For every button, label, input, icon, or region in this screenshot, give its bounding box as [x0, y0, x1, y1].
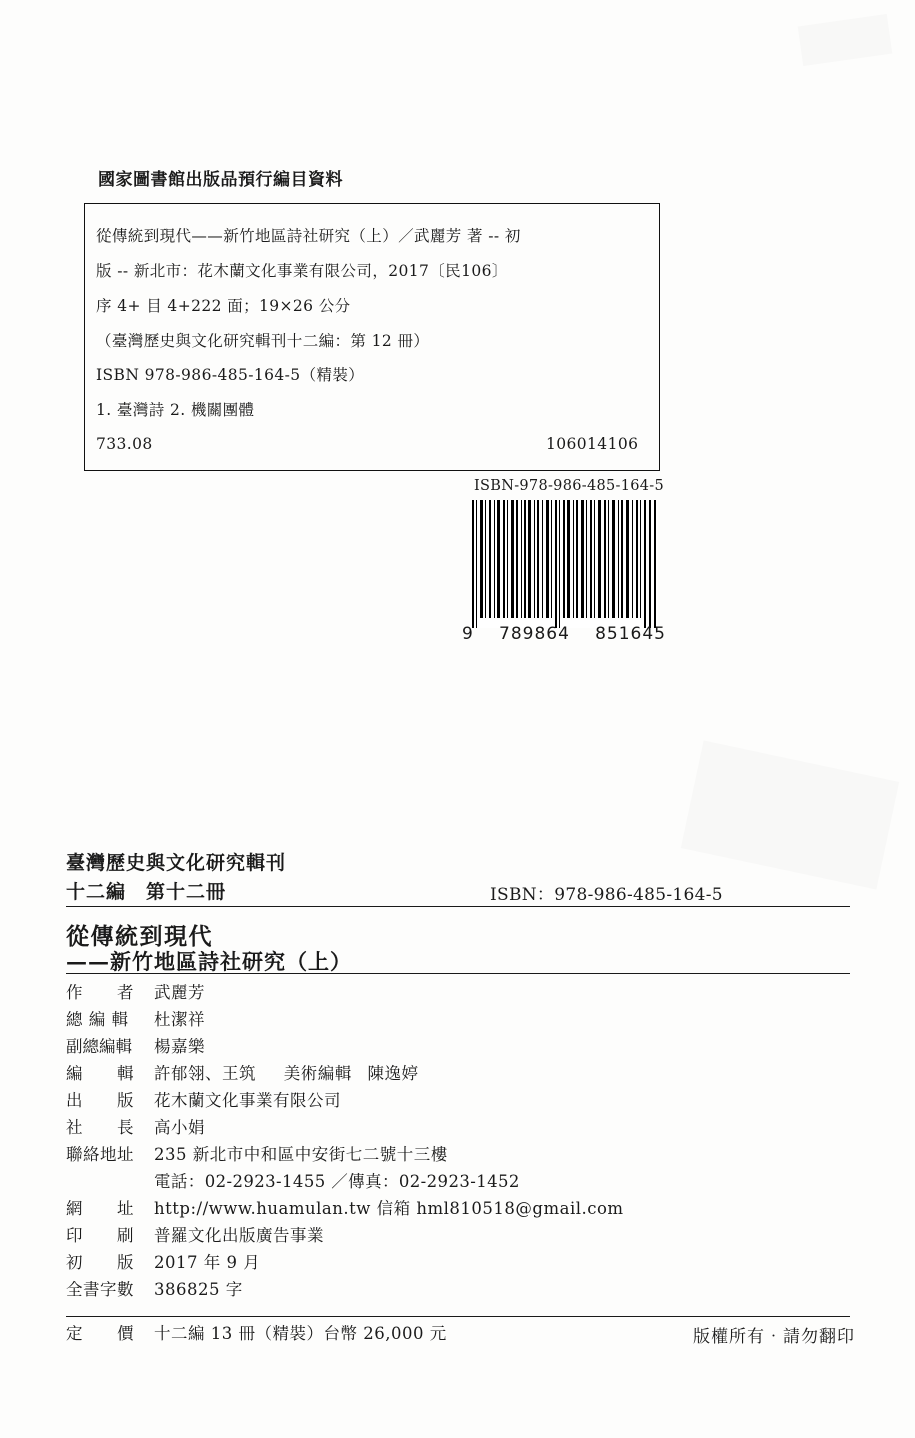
info-value-website[interactable]: http://www.huamulan.tw 信箱 hml810518@gmail.com [154, 1199, 624, 1218]
book-subtitle: ——新竹地區詩社研究（上） [66, 949, 352, 974]
series-volume: 十二編 第十二冊 [66, 881, 227, 903]
info-label-printing: 印 刷 [66, 1226, 134, 1245]
info-label-price: 定 價 [66, 1324, 134, 1343]
divider-top [66, 906, 850, 907]
copyright-note: 版權所有‧請勿翻印 [693, 1327, 855, 1347]
info-row-editor-in-chief [66, 1006, 856, 1033]
info-row-editors [66, 1060, 856, 1087]
cip-line-4: （臺灣歷史與文化研究輯刊十二編：第 12 冊） [96, 332, 430, 350]
book-title: 從傳統到現代 [66, 923, 213, 950]
info-label-address: 聯絡地址 [66, 1145, 134, 1164]
info-label-wordcount: 全書字數 [66, 1280, 134, 1299]
info-row-publisher [66, 1087, 856, 1114]
publication-info-list [66, 979, 856, 1303]
info-row-wordcount [66, 1276, 856, 1303]
info-row-address [66, 1141, 856, 1168]
cip-line-5: ISBN 978-986-485-164-5（精裝） [96, 366, 365, 384]
paper-smudge [681, 740, 899, 889]
info-row-price [66, 1320, 447, 1344]
info-value-art-editor: 陳逸婷 [367, 1064, 419, 1083]
cip-line-2: 版 -- 新北市：花木蘭文化事業有限公司，2017〔民106〕 [96, 262, 508, 280]
divider-middle [66, 973, 850, 974]
series-isbn: ISBN：978-986-485-164-5 [490, 885, 723, 905]
barcode-digits [462, 624, 666, 644]
info-row-deputy-editor [66, 1033, 856, 1060]
info-row-website [66, 1195, 856, 1222]
info-value-edition: 2017 年 9 月 [154, 1253, 261, 1272]
info-label-website: 網 址 [66, 1199, 134, 1218]
info-value-price: 十二編 13 冊（精裝）台幣 26,000 元 [154, 1324, 447, 1343]
info-label-edition: 初 版 [66, 1253, 134, 1272]
info-label-editor-in-chief: 總 編 輯 [66, 1010, 129, 1029]
barcode-digit-group-1: 9 [462, 624, 474, 644]
info-value-publisher: 花木蘭文化事業有限公司 [154, 1091, 341, 1110]
info-label-author: 作 者 [66, 983, 134, 1002]
series-title: 臺灣歷史與文化研究輯刊 [66, 852, 287, 874]
cip-line-6: 1. 臺灣詩 2. 機關團體 [96, 401, 255, 419]
info-value-phone-fax: 電話：02-2923-1455 ／傳真：02-2923-1452 [154, 1172, 520, 1191]
info-label-art-editor: 美術編輯 [283, 1064, 352, 1083]
info-value-author: 武麗芳 [154, 983, 205, 1002]
barcode-isbn-label: ISBN-978-986-485-164-5 [474, 478, 665, 494]
info-value-editor-in-chief: 杜潔祥 [154, 1010, 205, 1029]
info-label-president: 社 長 [66, 1118, 134, 1137]
info-value-president: 高小娟 [154, 1118, 205, 1137]
divider-bottom [66, 1316, 850, 1317]
barcode-digit-group-3: 851645 [595, 624, 666, 644]
info-value-wordcount: 386825 字 [154, 1280, 243, 1299]
info-row-president [66, 1114, 856, 1141]
info-value-address: 235 新北市中和區中安街七二號十三樓 [154, 1145, 448, 1164]
info-value-printing: 普羅文化出版廣告事業 [154, 1226, 324, 1245]
paper-smudge [798, 14, 893, 66]
info-label-publisher: 出 版 [66, 1091, 134, 1110]
barcode-digit-group-2: 789864 [499, 624, 570, 644]
info-row-printing [66, 1222, 856, 1249]
info-row-author [66, 979, 856, 1006]
cip-catalog-number: 106014106 [546, 435, 639, 453]
cip-classification-number: 733.08 [96, 435, 153, 453]
info-value-deputy-editor: 楊嘉樂 [154, 1037, 205, 1056]
isbn-barcode [470, 500, 658, 628]
info-label-editors: 編 輯 [66, 1064, 134, 1083]
cip-heading: 國家圖書館出版品預行編目資料 [98, 170, 343, 190]
info-value-editors: 許郁翎、王筑 [154, 1064, 256, 1083]
cip-line-1: 從傳統到現代——新竹地區詩社研究（上）／武麗芳 著 -- 初 [96, 227, 521, 245]
info-row-edition [66, 1249, 856, 1276]
info-label-deputy-editor: 副總編輯 [66, 1037, 132, 1056]
cip-line-3: 序 4+ 目 4+222 面；19×26 公分 [96, 297, 351, 315]
